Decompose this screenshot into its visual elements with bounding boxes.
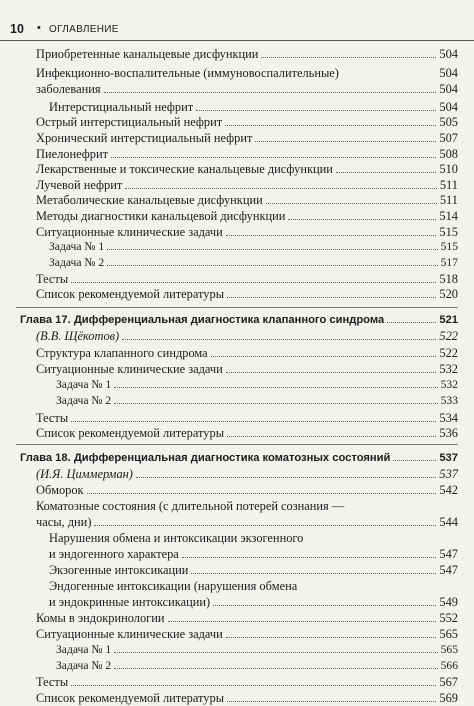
dot-leader [168,611,437,622]
toc-entry [49,594,458,610]
toc-entry-page: 549 [439,595,458,609]
toc-entry [49,239,458,255]
toc-entry-page: 505 [439,115,458,129]
toc-entry [36,46,458,62]
toc-entry-page: 515 [439,225,458,239]
toc-entry [36,361,458,377]
dot-leader [104,82,437,93]
toc-entry-title: Ситуационные клинические задачи [36,627,223,641]
toc-entry-page: 547 [439,563,458,577]
toc-entry-title: и эндогенного характера [49,547,179,561]
toc-entry-title: Глава 17. Дифференциальная диагностика клапанного синдрома [20,314,385,326]
dot-leader [288,209,436,220]
dot-leader [182,547,437,558]
chapter-heading [20,450,458,466]
dot-leader [71,272,436,283]
toc-entry [36,271,458,287]
toc-entry [36,626,458,642]
toc-entry [56,658,458,674]
toc-entry-title: Метаболические канальцевые дисфункции [36,193,263,207]
toc-entry-title: Глава 18. Дифференциальная диагностика коматозных состояний [20,452,391,464]
toc-entry-page: 511 [439,178,458,192]
dot-leader [114,658,437,669]
dot-leader [227,691,436,702]
toc-entry-page: 536 [439,426,458,440]
dot-leader [87,483,437,494]
toc-entry-title: Пиелонефрит [36,147,109,161]
toc-entry-title: Острый интерстициальный нефрит [36,115,223,129]
toc-entry-title: Комы в эндокринологии [36,611,165,625]
toc-entry-page: 504 [439,66,458,80]
toc-entry [36,345,458,361]
toc-entry-title: Экзогенные интоксикации [49,563,189,577]
toc-entry-page: 542 [439,483,458,497]
toc-entry-title: Задача № 2 [56,394,112,407]
toc-entry-page: 504 [439,100,458,114]
toc-entry [56,642,458,658]
dot-leader [225,115,436,126]
toc-entry-page: 508 [439,147,458,161]
chapter-heading [20,312,458,328]
toc-entry-title: Нарушения обмена и интоксикации экзогенного [49,531,304,545]
toc-entry-title: Список рекомендуемой литературы [36,426,225,440]
toc-entry-page: 547 [439,547,458,561]
dot-leader [122,329,436,340]
toc-entry [36,498,458,514]
chapter-author [36,328,458,344]
dot-leader [255,131,436,142]
toc-entry-title: Тесты [36,411,69,425]
dot-leader [114,377,437,388]
toc-entry-page: 533 [440,394,458,407]
toc-entry [49,546,458,562]
dot-leader [393,450,436,461]
toc-entry [49,530,458,546]
dot-leader [266,193,437,204]
toc-entry-page: 514 [439,209,458,223]
toc-entry-page: 507 [439,131,458,145]
toc-entry [36,425,458,441]
toc-entry [36,286,458,302]
dot-leader [336,162,437,173]
toc-entry-title: Структура клапанного синдрома [36,346,208,360]
toc-entry-title: Задача № 1 [56,643,112,656]
toc-entry-title: Задача № 2 [56,659,112,672]
dot-leader [227,426,436,437]
toc-entry-title: заболевания [36,82,101,96]
toc-entry-title: Лучевой нефрит [36,178,123,192]
dot-leader [94,515,436,526]
dot-leader [71,675,436,686]
toc-entry-title: (И.Я. Циммерман) [36,467,133,481]
toc-entry [36,177,458,193]
toc-entry-title: Методы диагностики канальцевой дисфункции [36,209,286,223]
toc-entry [49,255,458,271]
section-divider [16,444,458,445]
toc-entry [49,99,458,115]
dot-leader [261,47,436,58]
page-number: 10 [10,22,24,36]
toc-entry-title: Тесты [36,272,69,286]
dot-leader [342,67,437,77]
toc-entry [36,208,458,224]
toc-entry [36,114,458,130]
toc-entry-page: 510 [439,162,458,176]
toc-entry [36,146,458,162]
dot-leader [111,147,436,158]
toc-entry [36,192,458,208]
toc-entry-title: Обморок [36,483,84,497]
toc-entry [36,130,458,146]
toc-entry-title: Эндогенные интоксикации (нарушения обмена [49,579,298,593]
toc-entry-page: 522 [439,329,458,343]
toc-entry-page: 515 [440,240,458,253]
dot-leader [226,225,437,236]
dot-leader [387,312,436,323]
toc-entry-title: Инфекционно-воспалительные (иммуновоспалительные) [36,66,339,80]
toc-entry-title: Список рекомендуемой литературы [36,691,225,705]
running-header [0,20,474,41]
toc-entry-page: 544 [439,515,458,529]
toc-entry-title: Интерстициальный нефрит [49,100,194,114]
toc-entry [56,377,458,393]
dot-leader [306,532,455,542]
toc-entry-page: 537 [439,452,458,464]
dot-leader [227,287,436,298]
dot-leader [107,239,437,250]
toc-entry-page: 552 [439,611,458,625]
toc-entry [49,578,458,594]
toc-entry-page: 532 [440,378,458,391]
toc-entry-title: Список рекомендуемой литературы [36,287,225,301]
toc-entry [36,81,458,97]
section-divider [16,307,458,308]
toc-entry-title: часы, дни) [36,515,92,529]
toc-entry-title: (В.В. Щёкотов) [36,329,120,343]
toc-entry-page: 517 [440,256,458,269]
toc-entry-title: Коматозные состояния (с длительной потерей сознания — [36,499,345,513]
toc-entry-title: Задача № 1 [56,378,112,391]
dot-leader [226,627,437,638]
toc-entry [36,514,458,530]
dot-leader [71,411,436,422]
toc-entry [36,482,458,498]
toc-entry-page: 520 [439,287,458,301]
toc-entry [36,410,458,426]
toc-entry [56,393,458,409]
toc-entry [49,562,458,578]
header-bullet: • [37,22,41,34]
toc-entry-page: 504 [439,47,458,61]
toc-entry-page: 565 [439,627,458,641]
toc-entry-page: 565 [440,643,458,656]
toc-entry-page: 566 [440,659,458,672]
dot-leader [114,642,437,653]
chapter-author [36,466,458,482]
toc-entry-page: 532 [439,362,458,376]
toc-entry-page: 518 [439,272,458,286]
toc-entry-page: 567 [439,675,458,689]
toc-entry-title: Задача № 1 [49,240,105,253]
toc-entry-title: Задача № 2 [49,256,105,269]
toc-entry [36,610,458,626]
toc-entry-title: и эндокринные интоксикации) [49,595,211,609]
toc-entry-title: Ситуационные клинические задачи [36,362,223,376]
dot-leader [213,595,436,606]
toc-entry [36,690,458,706]
toc-entry [36,161,458,177]
toc-entry-title: Хронический интерстициальный нефрит [36,131,253,145]
toc-entry-page: 534 [439,411,458,425]
toc-entry-title: Лекарственные и токсические канальцевые дисфункции [36,162,333,176]
dot-leader [114,393,437,404]
dot-leader [136,467,436,478]
toc-entry [36,224,458,240]
dot-leader [107,255,437,266]
toc-entry-title: Приобретенные канальцевые дисфункции [36,47,259,61]
dot-leader [226,362,437,373]
dot-leader [191,563,436,574]
header-title: ОГЛАВЛЕНИЕ [49,24,119,35]
dot-leader [211,346,437,357]
toc-entry [36,65,458,81]
toc-entry-page: 569 [439,691,458,705]
toc-entry-page: 521 [439,314,458,326]
dot-leader [125,178,437,189]
toc-entry-page: 511 [439,193,458,207]
dot-leader [196,100,436,111]
dot-leader [347,500,455,510]
toc-entry-title: Тесты [36,675,69,689]
toc-entry-page: 522 [439,346,458,360]
dot-leader [300,580,455,590]
toc-entry [36,674,458,690]
toc-entry-title: Ситуационные клинические задачи [36,225,223,239]
toc-entry-page: 537 [439,467,458,481]
toc-entry-page: 504 [439,82,458,96]
